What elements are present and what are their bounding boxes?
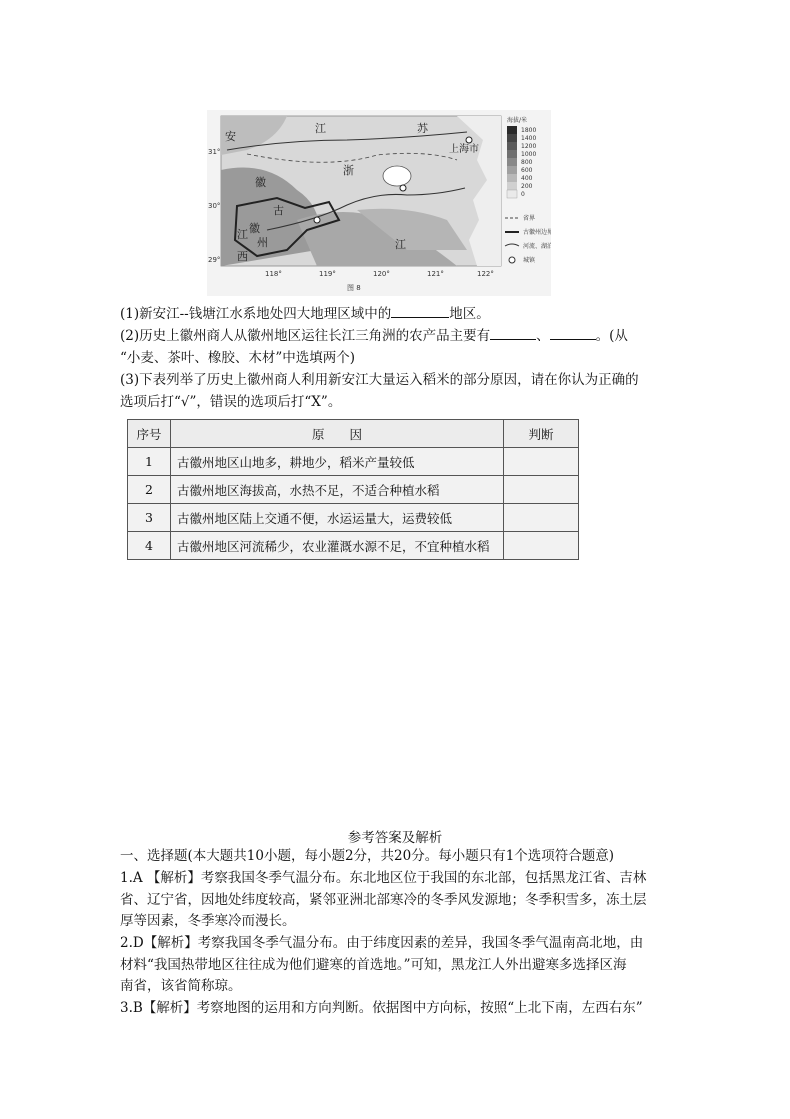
answers-title: 参考答案及解析 xyxy=(347,830,443,846)
answer-1-line: 厚等因素，冬季寒冷而漫长。 xyxy=(120,913,296,929)
answer-1-line: 省、辽宁省，因地处纬度较高，紧邻亚洲北部寒冷的冬季风发源地；冬季积雪多，冻土层 xyxy=(120,891,647,908)
answer-1-line: 1.A 【解析】考察我国冬季气温分布。东北地区位于我国的东北部，包括黑龙江省、吉林 xyxy=(120,870,647,886)
answer-2-line: 材料“我国热带地区往往成为他们避寒的首选地。”可知，黑龙江人外出避寒多选择区海 xyxy=(120,956,627,973)
row-number: 4 xyxy=(128,532,171,560)
map-label-xi: 西 xyxy=(237,250,248,263)
map-label-hui-2: 徽 xyxy=(249,222,260,235)
judgment-cell[interactable] xyxy=(504,532,579,560)
elev-tick-200: 200 xyxy=(521,183,533,190)
map-label-jiang-3: 江 xyxy=(395,238,406,251)
answer-2-line: 2.D【解析】考察我国冬季气温分布。由于纬度因素的差异，我国冬季气温南高北地，由 xyxy=(120,935,644,951)
table-row xyxy=(128,476,579,504)
lat-label-30: 30° xyxy=(208,202,221,210)
table-row xyxy=(128,504,579,532)
lon-label-121: 121° xyxy=(427,270,444,278)
header-judgment: 判断 xyxy=(504,420,579,448)
judgment-cell[interactable] xyxy=(504,476,579,504)
elev-tick-1000: 1000 xyxy=(521,151,537,158)
lon-label-119: 119° xyxy=(319,270,336,278)
elev-tick-1800: 1800 xyxy=(521,127,537,134)
lat-label-31: 31° xyxy=(208,148,221,156)
map-label-shanghai: 上海市 xyxy=(449,144,479,155)
reasons-table xyxy=(127,419,579,560)
q2-text-before: (2)历史上徽州商人从徽州地区运往长江三角洲的农产品主要有 xyxy=(120,328,491,344)
elev-tick-1200: 1200 xyxy=(521,143,537,150)
question-2-line-1 xyxy=(120,325,628,347)
row-number: 2 xyxy=(128,476,171,504)
map-label-zhe: 浙 xyxy=(343,164,354,177)
map-label-gu: 古 xyxy=(273,204,284,217)
row-reason: 古徽州地区海拔高，水热不足，不适合种植水稻 xyxy=(171,476,504,504)
question-3-line-1: (3)下表列举了历史上徽州商人利用新安江大量运入稻米的部分原因，请在你认为正确的 xyxy=(120,372,639,388)
question-1 xyxy=(120,303,490,325)
header-reason: 原 因 xyxy=(171,420,504,448)
map-image xyxy=(207,110,551,296)
map-figure xyxy=(207,110,551,296)
answers-section-heading: 一、选择题(本大题共10小题，每小题2分，共20分。每小题只有1个选项符合题意) xyxy=(120,848,615,864)
row-reason: 古徽州地区陆上交通不便，水运运量大，运费较低 xyxy=(171,504,504,532)
judgment-cell[interactable] xyxy=(504,448,579,476)
legend-towns: 城镇 xyxy=(523,257,536,264)
legend-huizhou-border: 古徽州边界 xyxy=(523,229,551,236)
table-row xyxy=(128,448,579,476)
q1-text-after: 地区。 xyxy=(449,306,490,322)
header-number: 序号 xyxy=(128,420,171,448)
answer-2-line: 南省，该省简称琼。 xyxy=(120,978,242,994)
lat-label-29: 29° xyxy=(208,256,221,264)
elev-tick-400: 400 xyxy=(521,175,533,182)
answer-2 xyxy=(120,933,680,998)
question-3-line-2: 选项后打“√”，错误的选项后打“X”。 xyxy=(120,394,342,410)
figure-caption: 图 8 xyxy=(347,284,361,292)
row-reason: 古徽州地区山地多，耕地少，稻米产量较低 xyxy=(171,448,504,476)
map-label-hui-1: 徽 xyxy=(255,176,266,189)
table-header-row xyxy=(128,420,579,448)
lon-label-118: 118° xyxy=(265,270,282,278)
row-number: 1 xyxy=(128,448,171,476)
q2-sep: 、 xyxy=(536,328,550,344)
map-label-an: 安 xyxy=(225,130,236,143)
answer-3 xyxy=(120,998,680,1020)
table-row xyxy=(128,532,579,560)
q2-blank-2[interactable] xyxy=(550,325,596,340)
question-2-line-2: “小麦、茶叶、橡胶、木材”中选填两个) xyxy=(120,350,356,366)
elev-tick-800: 800 xyxy=(521,159,533,166)
legend-province-border: 省界 xyxy=(523,215,536,222)
q2-blank-1[interactable] xyxy=(490,325,536,340)
elev-tick-1400: 1400 xyxy=(521,135,537,142)
map-label-su: 苏 xyxy=(417,122,428,135)
lon-label-120: 120° xyxy=(373,270,390,278)
q2-text-after: 。(从 xyxy=(595,328,628,344)
row-reason: 古徽州地区河流稀少，农业灌溉水源不足，不宜种植水稻 xyxy=(171,532,504,560)
answer-1 xyxy=(120,868,680,933)
map-label-jiang-2: 江 xyxy=(237,228,248,241)
row-number: 3 xyxy=(128,504,171,532)
lon-label-122: 122° xyxy=(477,270,494,278)
q1-text-before: (1)新安江--钱塘江水系地处四大地理区域中的 xyxy=(120,306,392,322)
answer-3-line: 3.B【解析】考察地图的运用和方向判断。依据图中方向标，按照“上北下南，左西右东” xyxy=(120,1000,643,1016)
map-label-jiang-1: 江 xyxy=(315,122,326,135)
elev-tick-0: 0 xyxy=(521,191,525,198)
map-label-zhou: 州 xyxy=(257,236,268,249)
q1-blank[interactable] xyxy=(391,303,449,318)
judgment-cell[interactable] xyxy=(504,504,579,532)
legend-rivers: 河流、湖泊 xyxy=(523,243,551,250)
legend-title: 海拔/米 xyxy=(507,117,528,124)
elev-tick-600: 600 xyxy=(521,167,533,174)
